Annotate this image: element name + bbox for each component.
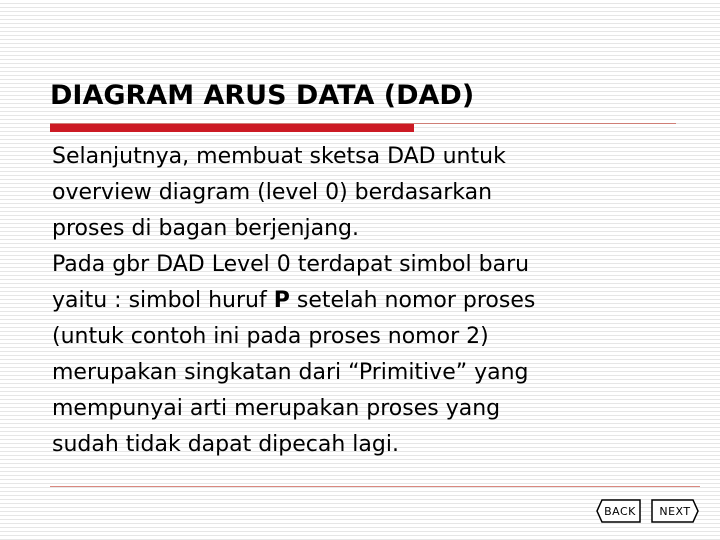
body-line	[52, 319, 652, 355]
back-button-label: BACK	[604, 504, 636, 518]
body-emphasis: P	[273, 288, 290, 313]
body-line	[52, 211, 652, 247]
body-line	[52, 175, 652, 211]
body-text-run: (untuk contoh ini pada proses nomor 2)	[52, 324, 489, 349]
body-text-run: yaitu : simbol huruf	[52, 288, 274, 313]
body-line	[52, 139, 652, 175]
title-underline-accent	[50, 124, 414, 132]
body-line	[52, 391, 652, 427]
body-text-run: proses di bagan berjenjang.	[52, 216, 359, 241]
body-line	[52, 283, 652, 319]
next-button-label: NEXT	[659, 504, 691, 518]
back-button[interactable]	[596, 499, 644, 523]
next-button[interactable]	[651, 499, 699, 523]
body-line	[52, 427, 652, 463]
body-text-run: Selanjutnya, membuat sketsa DAD untuk	[52, 144, 506, 169]
body-line	[52, 355, 652, 391]
body-text-run: setelah nomor proses	[289, 288, 536, 313]
body-text-run: Pada gbr DAD Level 0 terdapat simbol baru	[52, 252, 530, 277]
body-text-run: merupakan singkatan dari “Primitive” yang	[52, 360, 529, 385]
body-text-run: sudah tidak dapat dipecah lagi.	[52, 432, 399, 457]
slide-title: DIAGRAM ARUS DATA (DAD)	[50, 80, 475, 111]
footer-divider	[50, 486, 700, 487]
slide-body-text	[52, 139, 652, 463]
body-text-run: overview diagram (level 0) berdasarkan	[52, 180, 493, 205]
body-text-run: mempunyai arti merupakan proses yang	[52, 396, 501, 421]
body-line	[52, 247, 652, 283]
